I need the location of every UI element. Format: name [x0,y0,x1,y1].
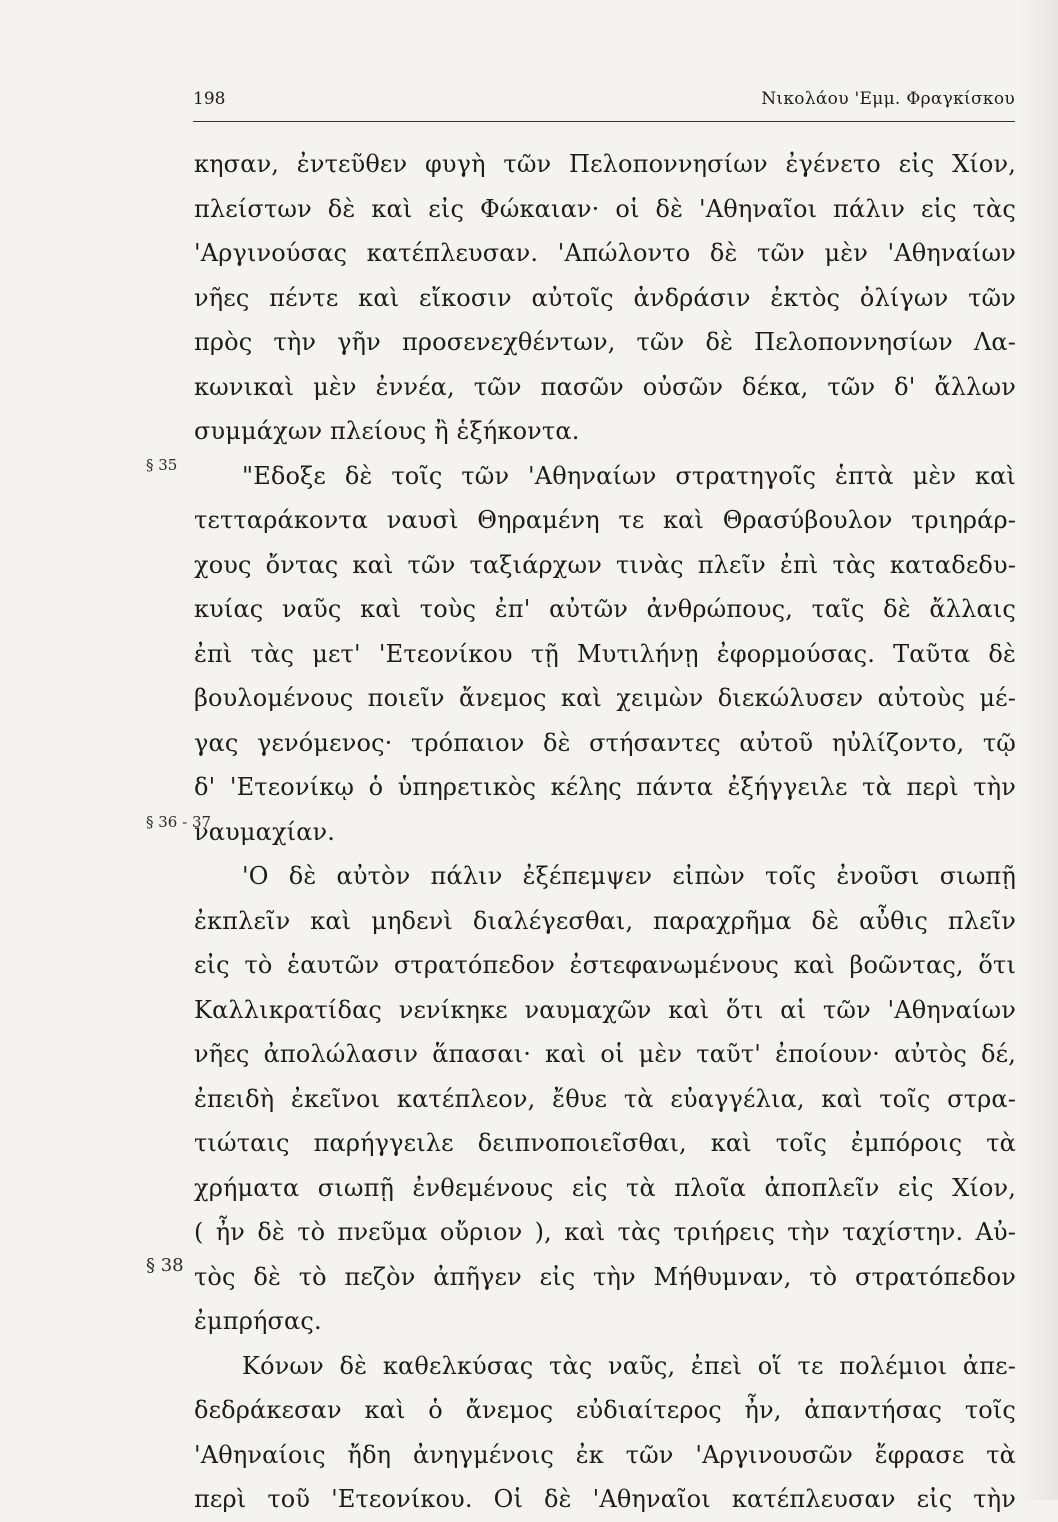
text-line: νῆες πέντε καὶ εἴκοσιν αὐτοῖς ἀνδράσιν ἐκτὸς ὀλίγων τῶν [194,283,1016,312]
text-line: χους ὄντας καὶ τῶν ταξιάρχων τινὰς πλεῖν ἐπὶ τὰς καταδεδυ- [194,550,1016,579]
scan-edge-shade [1018,0,1058,1500]
text-line: ἐπὶ τὰς μετ' 'Ετεονίκου τῇ Μυτιλήνῃ ἐφορμούσας. Ταῦτα δὲ [194,639,1016,668]
text-line: 'Αθηναίοις ἤδη ἀνηγμένοις ἐκ τῶν 'Αργινουσῶν ἔφρασε τὰ [194,1440,1016,1469]
margin-note-section-35: § 35 [146,456,178,474]
text-line: "Εδοξε δὲ τοῖς τῶν 'Αθηναίων στρατηγοῖς ἑπτὰ μὲν καὶ [242,461,1016,490]
text-line: ( ἦν δὲ τὸ πνεῦμα οὔριον ), καὶ τὰς τριήρεις τὴν ταχίστην. Αὐ- [194,1218,1016,1246]
text-line: Κόνων δὲ καθελκύσας τὰς ναῦς, ἐπεὶ οἵ τε πολέμιοι ἀπε- [242,1351,1016,1380]
text-line: γας γενόμενος· τρόπαιον δὲ στήσαντες αὐτοῦ ηὐλίζοντο, τῷ [194,728,1016,757]
text-line: βουλομένους ποιεῖν ἄνεμος καὶ χειμὼν διεκώλυσεν αὐτοὺς μέ- [194,684,1016,712]
running-title: Νικολάου 'Εμμ. Φραγκίσκου [761,89,1015,109]
text-line: περὶ τοῦ 'Ετεονίκου. Οἱ δὲ 'Αθηναῖοι κατέπλευσαν εἰς τὴν [194,1485,1016,1513]
text-line: πλείστων δὲ καὶ εἰς Φώκαιαν· οἱ δὲ 'Αθηναῖοι πάλιν εἰς τὰς [194,194,1016,223]
text-line: δ' 'Ετεονίκῳ ὁ ὑπηρετικὸς κέλης πάντα ἐξήγγειλε τὰ περὶ τὴν [194,773,1016,801]
text-line: κυίας ναῦς καὶ τοὺς ἐπ' αὐτῶν ἀνθρώπους, ταῖς δὲ ἄλλαις [194,595,1016,623]
page-number: 198 [193,89,226,109]
text-line: κωνικαὶ μὲν ἐννέα, τῶν πασῶν οὐσῶν δέκα, τῶν δ' ἄλλων [194,372,1016,401]
body-text [194,142,1016,1522]
text-line: κησαν, ἐντεῦθεν φυγὴ τῶν Πελοποννησίων ἐγένετο εἰς Χίον, [194,150,1016,178]
running-head [193,86,1015,112]
text-line: ἐμπρήσας. [194,1307,322,1335]
text-line: πρὸς τὴν γῆν προσενεχθέντων, τῶν δὲ Πελοποννησίων Λα- [194,328,1016,356]
header-rule [193,121,1015,122]
text-line: τὸς δὲ τὸ πεζὸν ἀπῆγεν εἰς τὴν Μήθυμναν, τὸ στρατόπεδον [194,1262,1016,1291]
text-line: ἐκπλεῖν καὶ μηδενὶ διαλέγεσθαι, παραχρῆμα δὲ αὖθις πλεῖν [194,906,1016,935]
text-line: Καλλικρατίδας νενίκηκε ναυμαχῶν καὶ ὅτι αἱ τῶν 'Αθηναίων [194,995,1016,1024]
text-line: 'Αργινούσας κατέπλευσαν. 'Απώλοντο δὲ τῶν μὲν 'Αθηναίων [194,239,1016,267]
text-line: ναυμαχίαν. [194,817,336,846]
text-line: 'Ο δὲ αὐτὸν πάλιν ἐξέπεμψεν εἰπὼν τοῖς ἐνοῦσι σιωπῇ [242,862,1016,890]
text-line: νῆες ἀπολώλασιν ἅπασαι· καὶ οἱ μὲν ταῦτ' ἐποίουν· αὐτὸς δέ, [194,1040,1016,1068]
text-line: ἐπειδὴ ἐκεῖνοι κατέπλεον, ἔθυε τὰ εὐαγγέλια, καὶ τοῖς στρα- [194,1084,1016,1113]
margin-note-section-38: § 38 [146,1255,184,1276]
margin-note-section-36-37: § 36 - 37 [146,813,212,831]
text-line: τετταράκοντα ναυσὶ Θηραμένη τε καὶ Θρασύβουλον τριηράρ- [194,506,1016,534]
text-line: δεδράκεσαν καὶ ὁ ἄνεμος εὐδιαίτερος ἦν, ἀπαντήσας τοῖς [194,1396,1016,1424]
text-line: συμμάχων πλείους ἢ ἑξήκοντα. [194,417,580,445]
text-line: εἰς τὸ ἑαυτῶν στρατόπεδον ἐστεφανωμένους καὶ βοῶντας, ὅτι [194,951,1016,979]
text-line: χρήματα σιωπῇ ἐνθεμένους εἰς τὰ πλοῖα ἀποπλεῖν εἰς Χίον, [194,1173,1016,1202]
text-line: τιώταις παρήγγειλε δειπνοποιεῖσθαι, καὶ τοῖς ἐμπόροις τὰ [194,1129,1016,1157]
